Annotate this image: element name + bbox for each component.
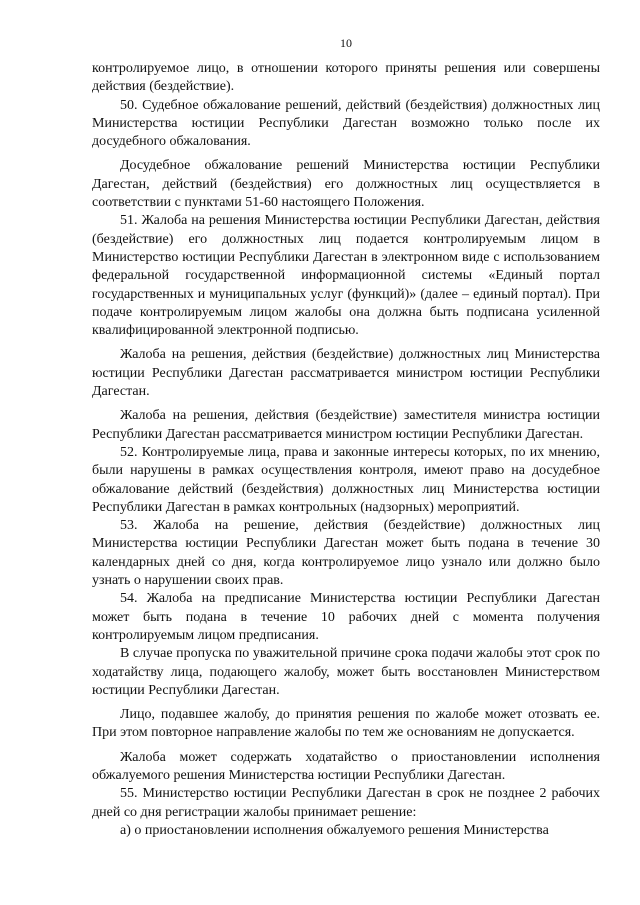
paragraph-50: 50. Судебное обжалование решений, действий (бездействия) должностных лиц Министерства юстиции Республики Дагестан возможно только после их досудебного обжалования.	[92, 97, 600, 150]
document-body	[92, 60, 600, 840]
paragraph-pretrial-appeal: Досудебное обжалование решений Министерства юстиции Республики Дагестан, действий (бездействия) его должностных лиц осуществляется в соответствии с пунктами 51-60 настоящего Положения.	[92, 158, 600, 211]
paragraph-complaint-deputy: Жалоба на решения, действия (бездействие) заместителя министра юстиции Республики Дагестан рассматривается министром юстиции Республики Дагестан.	[92, 408, 600, 442]
paragraph-54: 54. Жалоба на предписание Министерства юстиции Республики Дагестан может быть подана в течение 10 рабочих дней с момента получения контролируемым лицом предписания.	[92, 591, 600, 643]
document-page	[92, 36, 600, 840]
paragraph-52: 52. Контролируемые лица, права и законные интересы которых, по их мнению, были нарушены в рамках осуществления контроля, имеют право на досудебное обжалование действий (бездействия) должностных лиц Министерства юстиции Республики Дагестан в рамках контрольных (надзорных) мероприятий.	[92, 444, 600, 515]
paragraph-51: 51. Жалоба на решения Министерства юстиции Республики Дагестан, действия (бездействие) его должностных лиц подается контролируемым лицом в Министерство юстиции Республики Дагестан в электронном виде с использованием федеральной государственной информационной системы «Единый портал государственных и муниципальных услуг (функций)» (далее – единый портал). При подаче контролируемым лицом жалобы она должна быть подписана усиленной квалифицированной электронной подписью.	[92, 213, 600, 339]
paragraph-deadline-restore: В случае пропуска по уважительной причине срока подачи жалобы этот срок по ходатайству лица, подающего жалобу, может быть восстановлен Министерством юстиции Республики Дагестан.	[92, 646, 600, 698]
paragraph-53: 53. Жалоба на решение, действия (бездействие) должностных лиц Министерства юстиции Республики Дагестан может быть подана в течение 30 календарных дней со дня, когда контролируемое лицо узнало или должно было узнать о нарушении своих прав.	[92, 518, 600, 589]
paragraph-withdraw: Лицо, подавшее жалобу, до принятия решения по жалобе может отозвать ее. При этом повторное направление жалобы по тем же основаниям не допускается.	[92, 707, 600, 741]
paragraph-55: 55. Министерство юстиции Республики Дагестан в срок не позднее 2 рабочих дней со дня регистрации жалобы принимает решение:	[92, 786, 600, 820]
page-number: 10	[340, 36, 352, 50]
paragraph-suspension-request: Жалоба может содержать ходатайство о приостановлении исполнения обжалуемого решения Министерства юстиции Республики Дагестан.	[92, 749, 600, 783]
paragraph-55a: а) о приостановлении исполнения обжалуемого решения Министерства	[120, 822, 549, 838]
paragraph-continuation: контролируемое лицо, в отношении которого приняты решения или совершены действия (бездействие).	[92, 61, 600, 95]
paragraph-complaint-officials: Жалоба на решения, действия (бездействие) должностных лиц Министерства юстиции Республики Дагестан рассматривается министром юстиции Республики Дагестан.	[92, 347, 600, 400]
